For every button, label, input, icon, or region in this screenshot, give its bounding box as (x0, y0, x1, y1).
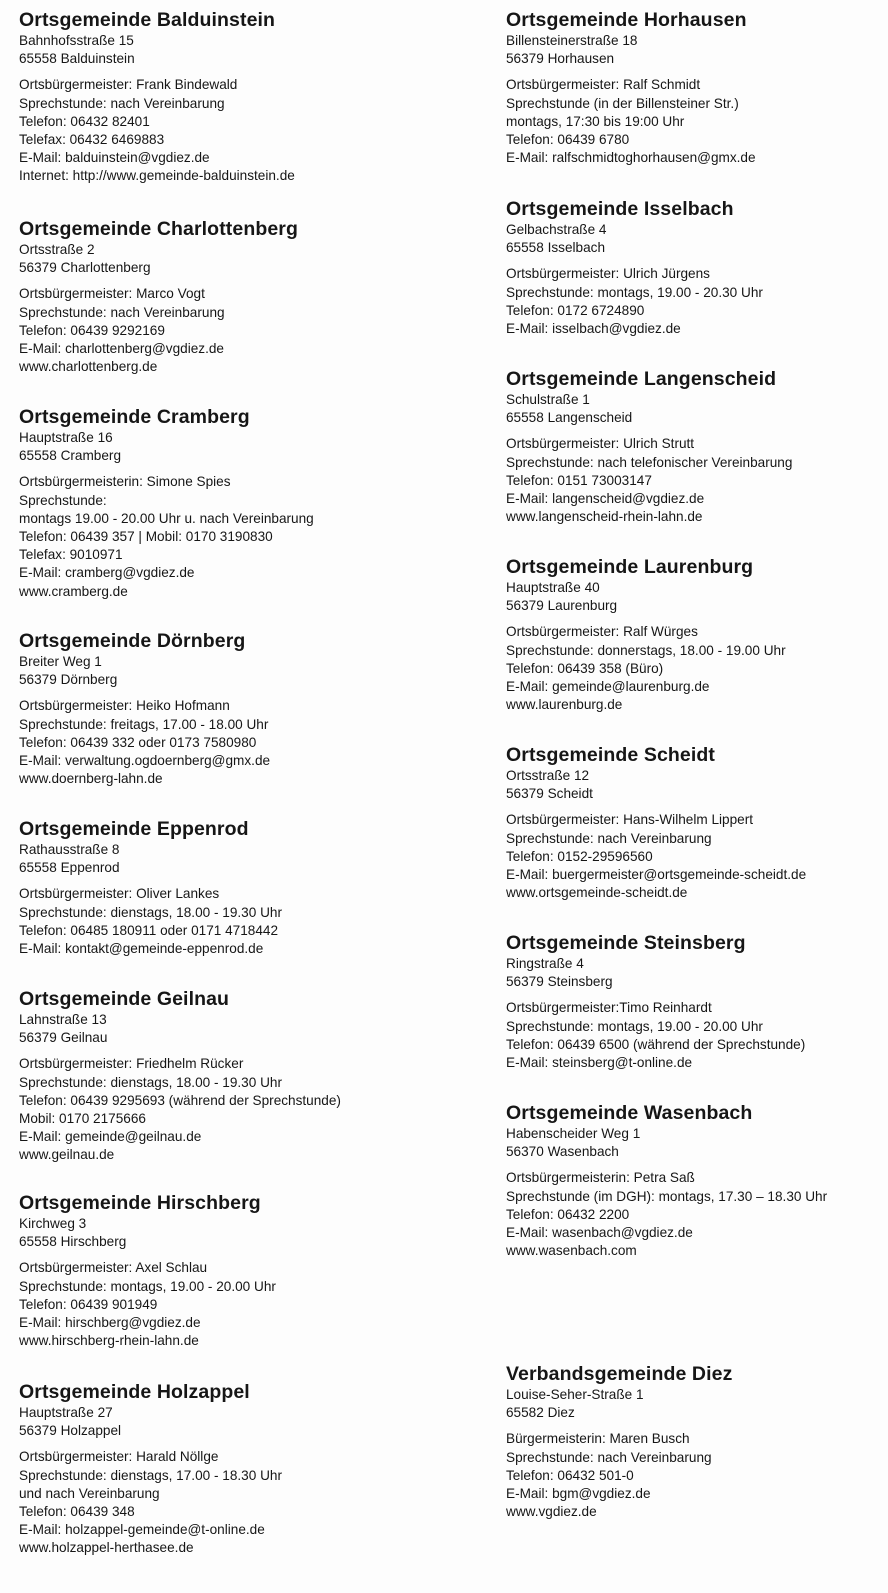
office-hours: Sprechstunde: montags, 19.00 - 20.00 Uhr (506, 1018, 763, 1034)
mayor: Ortsbürgermeister:Timo Reinhardt (506, 1000, 712, 1016)
entry-balduinstein (19, 8, 459, 186)
entry-doernberg (19, 629, 459, 788)
email-link[interactable]: E-Mail: bgm@vgdiez.de (506, 1486, 651, 1502)
office-hours: Sprechstunde (im DGH): montags, 17.30 – 18.30 Uhr (506, 1188, 828, 1204)
mayor: Ortsbürgermeister: Hans-Wilhelm Lippert (506, 812, 754, 828)
phone: Telefon: 06439 348 (19, 1504, 135, 1520)
mayor: Ortsbürgermeister: Oliver Lankes (19, 886, 220, 902)
postal-city: 56370 Wasenbach (506, 1144, 619, 1160)
street: Kirchweg 3 (19, 1216, 87, 1231)
phone: Telefon: 06439 6780 (506, 132, 630, 148)
email-link[interactable]: E-Mail: holzappel-gemeinde@t-online.de (19, 1522, 265, 1538)
entry-title: Ortsgemeinde Eppenrod (19, 818, 249, 840)
entry-hirschberg (19, 1191, 459, 1350)
entry-steinsberg (506, 931, 881, 1072)
office-hours: Sprechstunde: donnerstags, 18.00 - 19.00 Uhr (506, 642, 786, 658)
street: Breiter Weg 1 (19, 654, 102, 669)
phone: Telefon: 06439 357 | Mobil: 0170 3190830 (19, 529, 273, 545)
street: Lahnstraße 13 (19, 1012, 107, 1027)
email-link[interactable]: E-Mail: wasenbach@vgdiez.de (506, 1225, 693, 1241)
entry-title: Ortsgemeinde Wasenbach (506, 1102, 753, 1124)
office-hours: Sprechstunde: nach Vereinbarung (19, 304, 225, 320)
email-link[interactable]: E-Mail: buergermeister@ortsgemeinde-scheidt.de (506, 867, 807, 883)
website-link[interactable]: www.ortsgemeinde-scheidt.de (506, 885, 688, 901)
mayor: Bürgermeisterin: Maren Busch (506, 1431, 690, 1447)
email-link[interactable]: E-Mail: steinsberg@t-online.de (506, 1055, 693, 1071)
phone: Telefon: 06439 332 oder 0173 7580980 (19, 734, 257, 750)
postal-city: 65558 Balduinstein (19, 51, 135, 67)
website-link[interactable]: www.laurenburg.de (506, 697, 623, 713)
street: Ringstraße 4 (506, 956, 584, 971)
phone: Telefon: 0172 6724890 (506, 302, 645, 318)
office-hours: Sprechstunde: dienstags, 18.00 - 19.30 Uhr (19, 1074, 282, 1090)
phone: Telefon: 06439 6500 (während der Sprechstunde) (506, 1036, 806, 1052)
email-link[interactable]: E-Mail: charlottenberg@vgdiez.de (19, 341, 224, 357)
postal-city: 65558 Langenscheid (506, 410, 633, 426)
website-link[interactable]: www.langenscheid-rhein-lahn.de (506, 509, 703, 525)
entry-title: Verbandsgemeinde Diez (506, 1363, 733, 1385)
entry-title: Ortsgemeinde Cramberg (19, 406, 250, 428)
website-link[interactable]: www.doernberg-lahn.de (19, 771, 163, 787)
mayor: Ortsbürgermeister: Heiko Hofmann (19, 698, 230, 714)
entry-title: Ortsgemeinde Isselbach (506, 198, 734, 220)
email-link[interactable]: E-Mail: ralfschmidtoghorhausen@gmx.de (506, 150, 756, 166)
mayor: Ortsbürgermeister: Ralf Würges (506, 624, 698, 640)
office-hours: Sprechstunde: montags, 19.00 - 20.00 Uhr (19, 1278, 276, 1294)
phone: Telefon: 0152-29596560 (506, 848, 653, 864)
office-hours: Sprechstunde: nach telefonischer Vereinbarung (506, 454, 793, 470)
phone: Telefon: 06439 358 (Büro) (506, 660, 664, 676)
street: Billensteinerstraße 18 (506, 33, 638, 48)
entry-horhausen (506, 8, 881, 167)
phone: Telefon: 0151 73003147 (506, 472, 652, 488)
street: Gelbachstraße 4 (506, 222, 607, 237)
website-link[interactable]: www.vgdiez.de (506, 1504, 597, 1520)
email-link[interactable]: E-Mail: gemeinde@laurenburg.de (506, 679, 710, 695)
postal-city: 56379 Scheidt (506, 786, 593, 802)
mayor: Ortsbürgermeisterin: Simone Spies (19, 474, 231, 490)
entry-title: Ortsgemeinde Horhausen (506, 9, 747, 31)
postal-city: 56379 Dörnberg (19, 672, 118, 688)
entry-scheidt (506, 743, 881, 902)
mayor: Ortsbürgermeister: Marco Vogt (19, 286, 205, 302)
email-link[interactable]: E-Mail: isselbach@vgdiez.de (506, 321, 681, 337)
postal-city: 56379 Steinsberg (506, 974, 613, 990)
mayor: Ortsbürgermeister: Axel Schlau (19, 1260, 208, 1276)
entry-title: Ortsgemeinde Hirschberg (19, 1192, 261, 1214)
office-hours-times: montags 19.00 - 20.00 Uhr u. nach Vereinbarung (19, 510, 314, 526)
office-hours-note: und nach Vereinbarung (19, 1485, 160, 1501)
entry-eppenrod (19, 817, 459, 958)
mayor: Ortsbürgermeister: Frank Bindewald (19, 77, 238, 93)
office-hours: Sprechstunde: nach Vereinbarung (506, 1449, 712, 1465)
email-link[interactable]: E-Mail: cramberg@vgdiez.de (19, 565, 195, 581)
entry-charlottenberg (19, 217, 459, 376)
phone: Telefon: 06439 901949 (19, 1296, 158, 1312)
office-hours: Sprechstunde (in der Billensteiner Str.) (506, 95, 739, 111)
email-link[interactable]: E-Mail: verwaltung.ogdoernberg@gmx.de (19, 753, 271, 769)
office-hours: Sprechstunde: montags, 19.00 - 20.30 Uhr (506, 284, 763, 300)
website-link[interactable]: www.holzappel-herthasee.de (19, 1540, 194, 1556)
entry-isselbach (506, 197, 881, 338)
street: Habenscheider Weg 1 (506, 1126, 641, 1141)
website-link[interactable]: www.wasenbach.com (506, 1243, 637, 1259)
email-link[interactable]: E-Mail: balduinstein@vgdiez.de (19, 150, 210, 166)
street: Bahnhofsstraße 15 (19, 33, 134, 48)
fax: Telefax: 06432 6469883 (19, 132, 165, 148)
office-hours: Sprechstunde: freitags, 17.00 - 18.00 Uhr (19, 716, 269, 732)
office-hours: Sprechstunde: nach Vereinbarung (19, 95, 225, 111)
mobile: Mobil: 0170 2175666 (19, 1111, 146, 1127)
entry-title: Ortsgemeinde Langenscheid (506, 368, 777, 390)
postal-city: 65558 Cramberg (19, 448, 122, 464)
entry-title: Ortsgemeinde Balduinstein (19, 9, 276, 31)
entry-wasenbach (506, 1101, 881, 1260)
email-link[interactable]: E-Mail: kontakt@gemeinde-eppenrod.de (19, 941, 264, 957)
postal-city: 65558 Isselbach (506, 240, 606, 256)
phone: Telefon: 06439 9295693 (während der Sprechstunde) (19, 1092, 341, 1108)
email-link[interactable]: E-Mail: gemeinde@geilnau.de (19, 1129, 202, 1145)
entry-title: Ortsgemeinde Dörnberg (19, 630, 246, 652)
entry-geilnau (19, 987, 459, 1165)
entry-laurenburg (506, 555, 881, 714)
entry-holzappel (19, 1380, 459, 1558)
entry-cramberg (19, 405, 459, 601)
street: Ortsstraße 2 (19, 242, 95, 257)
email-link[interactable]: E-Mail: hirschberg@vgdiez.de (19, 1315, 201, 1331)
postal-city: 65558 Eppenrod (19, 860, 120, 876)
office-hours: Sprechstunde: dienstags, 18.00 - 19.30 Uhr (19, 904, 282, 920)
office-hours: Sprechstunde: nach Vereinbarung (506, 830, 712, 846)
entry-title: Ortsgemeinde Steinsberg (506, 932, 746, 954)
entry-title: Ortsgemeinde Holzappel (19, 1381, 250, 1403)
website-link[interactable]: www.geilnau.de (19, 1147, 115, 1163)
postal-city: 56379 Charlottenberg (19, 260, 151, 276)
mayor: Ortsbürgermeister: Ulrich Strutt (506, 436, 695, 452)
street: Louise-Seher-Straße 1 (506, 1387, 644, 1402)
phone: Telefon: 06485 180911 oder 0171 4718442 (19, 922, 279, 938)
website-link[interactable]: www.cramberg.de (19, 583, 128, 599)
postal-city: 56379 Horhausen (506, 51, 615, 67)
mayor: Ortsbürgermeister: Ulrich Jürgens (506, 266, 710, 282)
mayor: Ortsbürgermeisterin: Petra Saß (506, 1170, 695, 1186)
mayor: Ortsbürgermeister: Harald Nöllge (19, 1449, 219, 1465)
website-link[interactable]: www.hirschberg-rhein-lahn.de (19, 1333, 199, 1349)
entry-title: Ortsgemeinde Laurenburg (506, 556, 754, 578)
street: Ortsstraße 12 (506, 768, 590, 783)
entry-vg-diez (506, 1362, 881, 1521)
office-hours: Sprechstunde: dienstags, 17.00 - 18.30 Uhr (19, 1467, 282, 1483)
phone: Telefon: 06432 82401 (19, 113, 150, 129)
entry-title: Ortsgemeinde Geilnau (19, 988, 230, 1010)
entry-title: Ortsgemeinde Scheidt (506, 744, 715, 766)
office-hours-times: montags, 17:30 bis 19:00 Uhr (506, 113, 685, 129)
mayor: Ortsbürgermeister: Ralf Schmidt (506, 77, 701, 93)
street: Hauptstraße 16 (19, 430, 113, 445)
phone: Telefon: 06432 501-0 (506, 1467, 634, 1483)
street: Hauptstraße 27 (19, 1405, 113, 1420)
street: Rathausstraße 8 (19, 842, 120, 857)
email-link[interactable]: E-Mail: langenscheid@vgdiez.de (506, 491, 705, 507)
office-hours: Sprechstunde: (19, 492, 107, 508)
phone: Telefon: 06432 2200 (506, 1206, 630, 1222)
postal-city: 65582 Diez (506, 1405, 575, 1421)
entry-title: Ortsgemeinde Charlottenberg (19, 218, 298, 240)
website-link[interactable]: www.charlottenberg.de (19, 359, 158, 375)
postal-city: 56379 Laurenburg (506, 598, 618, 614)
postal-city: 56379 Geilnau (19, 1030, 108, 1046)
postal-city: 65558 Hirschberg (19, 1234, 127, 1250)
mayor: Ortsbürgermeister: Friedhelm Rücker (19, 1056, 244, 1072)
street: Hauptstraße 40 (506, 580, 600, 595)
phone: Telefon: 06439 9292169 (19, 322, 165, 338)
postal-city: 56379 Holzappel (19, 1423, 122, 1439)
entry-langenscheid (506, 367, 881, 526)
fax: Telefax: 9010971 (19, 547, 123, 563)
website-link[interactable]: Internet: http://www.gemeinde-balduinstein.de (19, 168, 295, 184)
street: Schulstraße 1 (506, 392, 590, 407)
